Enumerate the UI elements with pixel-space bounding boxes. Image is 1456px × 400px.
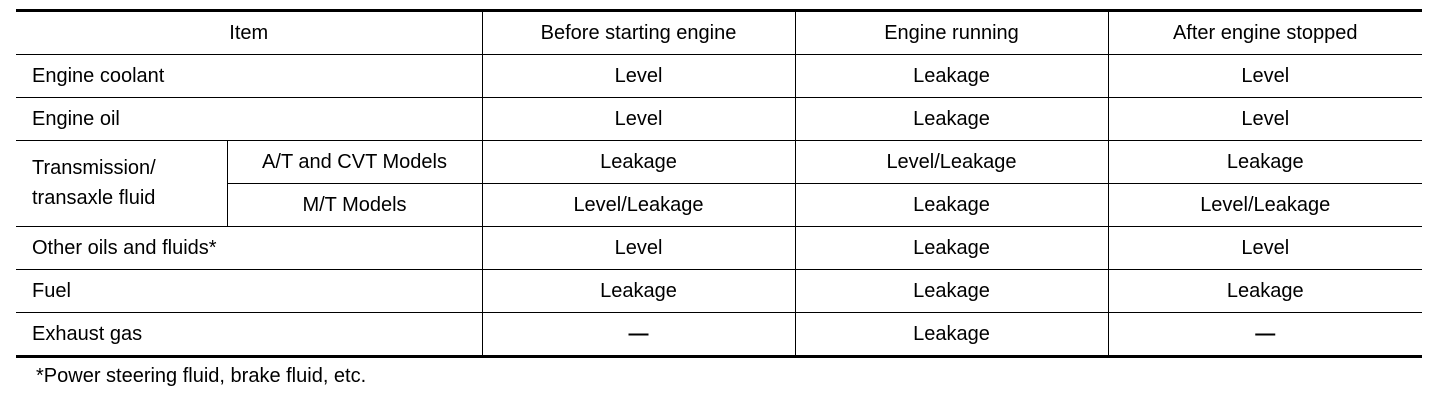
fluid-inspection-table — [16, 9, 1422, 358]
running-cell: Level/Leakage — [795, 141, 1108, 184]
running-cell: Leakage — [795, 313, 1108, 357]
table-row — [16, 270, 1422, 313]
header-before-starting-engine: Before starting engine — [482, 11, 795, 55]
table-row — [16, 227, 1422, 270]
item-cell: Fuel — [16, 270, 482, 313]
running-cell: Leakage — [795, 270, 1108, 313]
subitem-cell: M/T Models — [227, 184, 482, 227]
header-after-engine-stopped: After engine stopped — [1108, 11, 1422, 55]
item-cell: Other oils and fluids* — [16, 227, 482, 270]
before-cell: Level — [482, 98, 795, 141]
footnote: *Power steering fluid, brake fluid, etc. — [36, 365, 367, 387]
table-row — [16, 55, 1422, 98]
item-cell: Engine oil — [16, 98, 482, 141]
item-cell: Exhaust gas — [16, 313, 482, 357]
before-cell: Level/Leakage — [482, 184, 795, 227]
after-cell: Leakage — [1108, 141, 1422, 184]
before-cell: Level — [482, 55, 795, 98]
running-cell: Leakage — [795, 55, 1108, 98]
after-cell: Level — [1108, 55, 1422, 98]
after-cell: — — [1108, 313, 1422, 357]
after-cell: Level — [1108, 98, 1422, 141]
subitem-cell: A/T and CVT Models — [227, 141, 482, 184]
running-cell: Leakage — [795, 98, 1108, 141]
running-cell: Leakage — [795, 227, 1108, 270]
header-engine-running: Engine running — [795, 11, 1108, 55]
after-cell: Leakage — [1108, 270, 1422, 313]
table-row — [16, 313, 1422, 357]
table-row — [16, 184, 1422, 227]
table-row — [16, 141, 1422, 184]
item-cell-transmission: Transmission/ transaxle fluid — [16, 141, 227, 227]
table-row — [16, 98, 1422, 141]
header-item: Item — [16, 11, 482, 55]
after-cell: Level/Leakage — [1108, 184, 1422, 227]
before-cell: Leakage — [482, 141, 795, 184]
header-row — [16, 11, 1422, 55]
item-cell: Engine coolant — [16, 55, 482, 98]
before-cell: Level — [482, 227, 795, 270]
running-cell: Leakage — [795, 184, 1108, 227]
before-cell: — — [482, 313, 795, 357]
after-cell: Level — [1108, 227, 1422, 270]
before-cell: Leakage — [482, 270, 795, 313]
